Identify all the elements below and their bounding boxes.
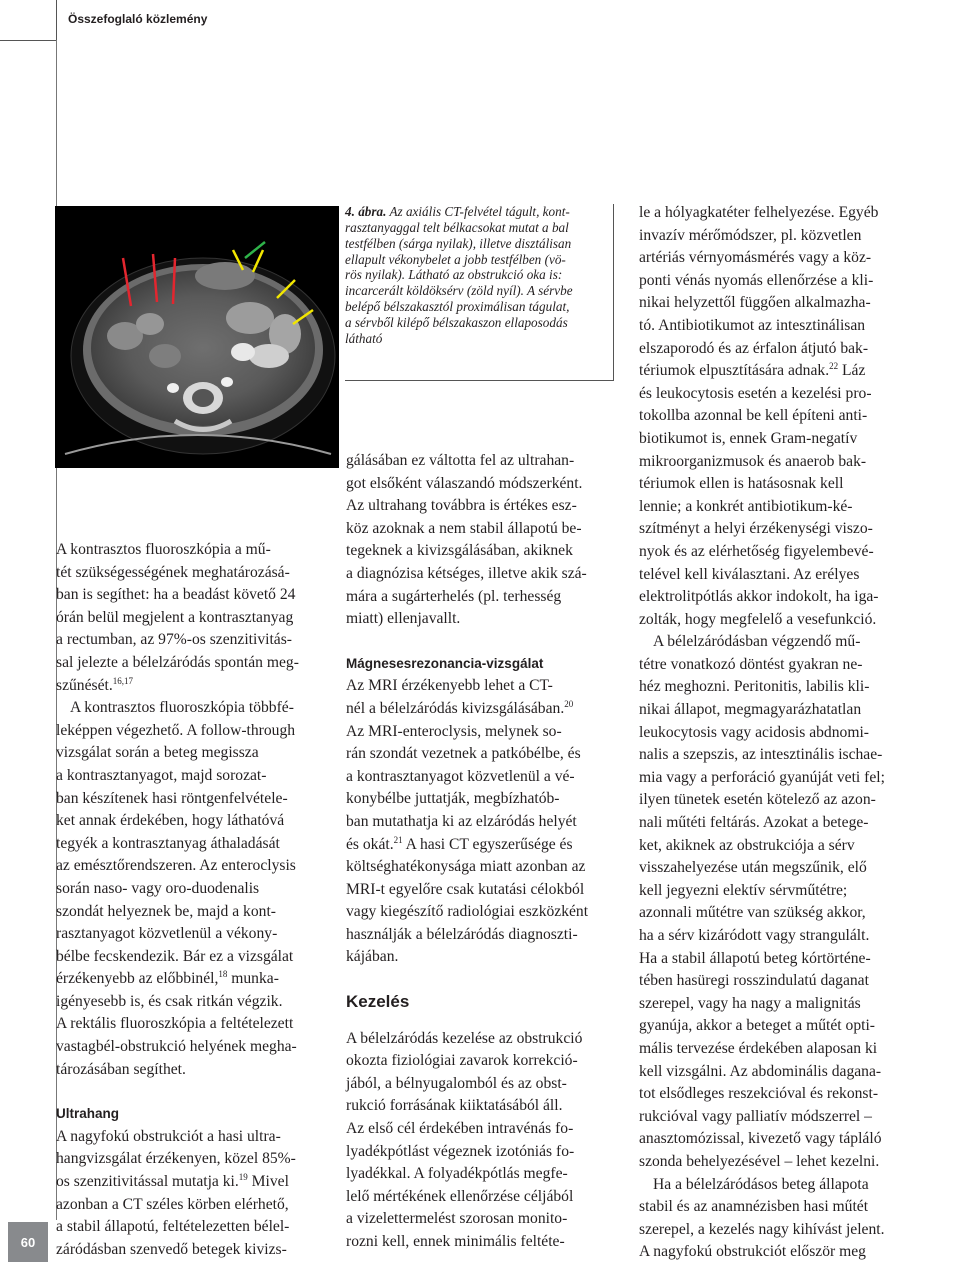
reference-marker: 19 bbox=[238, 1171, 248, 1182]
paragraph: Ha a bélelzáródásos beteg állapota stabil és az anamnézisben hasi műtét szerepel, a kezelés nagy kihívást jelent. A nagyfokú obstrukciót először meg bbox=[639, 1175, 885, 1261]
paragraph: gálásában ez váltotta fel az ultrahan- got elsőként válaszandó módszerként. Az ultrahang továbbra is értékes esz- köz azoknak a nem stabil állapotú be- tegeknek a kivizsgálásában, akiknek a diagnózisa kétséges, illetve akik szá- mára a sugárterhelés (pl. terhesség miatt) ellenjavallt. bbox=[346, 452, 587, 628]
paragraph: le a hólyagkatéter felhelyezése. Egyéb invazív mérőmódszer, pl. közvetlen artériás vérnyomásmérés vagy a köz- ponti vénás nyomás ellenőrzése a kli- nikai helyzettől függően alkalmazha- tó. Antibiotikumot az intesztinálisan elszaporodó és az érfalon átjutó bak- tériumok elpusztítására adnak.$^{22}$ Láz és leukocytosis esetén a kezelési pro- tokollba azonnal be kell építeni anti- biotikumot is, ennek Gram-negatív mikroorganizmusok és anaerob bak- tériumok ellen is hatásosnak kell lennie; a konkrét antibiotikum-ké- szítményt a helyi érzékenységi viszo- nyok és az elérhetőség figyelembevé- telével kell kiválasztani. Az erélyes elektrolitpótlás akkor indokolt, ha iga- zolták, hogy megfelelő a vesefunkció. bbox=[639, 204, 879, 628]
reference-marker: 20 bbox=[564, 698, 574, 709]
right-column bbox=[639, 202, 905, 1264]
middle-column bbox=[346, 450, 612, 1254]
header-corner-frame bbox=[0, 0, 57, 41]
paragraph: A kontrasztos fluoroszkópia a mű- tét szükségességének meghatározásá- ban is segíthet: ha a beadást követő 24 órán belül megjelent a kontrasztanyag a rectumban, az 97%-os szenzitivitás- sal jelezte a bélelzáródás spontán meg- szűnését.$^{16,17}$ bbox=[56, 541, 299, 694]
paragraph: A bélelzáródásban végzendő mű- tétre vonatkozó döntést gyakran ne- héz meghozni. Peritonitis, labilis kli- nikai állapot, megmagyarázhatatlan leukocytosis vagy acidosis abdnomi- nalis a szepszis, az intesztinális ischae- mia vagy a perforáció gyanúját veti fel; ilyen tünetek esetén kötelező az azon- nali műtéti feltárás. Azokat a betege- ket, akiknek az obstrukciója a sérv visszahelyezése után megszűnik, elő kell jegyezni elektív sérvműtétre; azonnali műtétre van szükség akkor, ha a sérv kizáródott vagy strangulált. Ha a stabil állapotú beteg kórtörténe- tében hasüregi rosszindulatú daganat szerepel, vagy ha nagy a malignitás gyanúja, akkor a beteget a műtét opti- mális tervezése érdekében alaposan ki kell vizsgálni. Az abdominális dagana- tot elsődleges reszekcióval és rekonst- rukcióval vagy palliatív módszerrel – anasztomózissal, kivezető vagy tápláló szonda behelyezésével – lehet kezelni. bbox=[639, 633, 885, 1170]
reference-marker: 21 bbox=[393, 834, 403, 845]
paragraph: Az MRI-enteroclysis, melynek so- rán szondát vezetnek a patkóbélbe, és a kontrasztanyagot közvetlenül a vé- konybélbe juttatják, megbízhatób- ban mutathatja ki az elzáródás helyét és okát.$^{21}$ A hasi CT egyszerűsége és költséghatékonysága miatt azonban az MRI-t egyelőre csak kutatási célokból vagy kiegészítő radiológiai eszközként használják a bélelzáródás diagnoszti- kájában. bbox=[346, 722, 589, 966]
heading-ultrahang: Ultrahang bbox=[56, 1106, 120, 1122]
paragraph: Az MRI érzékenyebb lehet a CT- nél a bélelzáródás kivizsgálásában.$^{20}$ bbox=[346, 677, 574, 717]
left-column bbox=[56, 539, 326, 1261]
reference-marker: 16,17 bbox=[112, 675, 133, 686]
figure-caption-box bbox=[345, 204, 614, 381]
heading-mri: Mágnesesrezonancia-vizsgálat bbox=[346, 655, 544, 671]
ct-scan-image bbox=[55, 206, 339, 468]
paragraph: A nagyfokú obstrukciót a hasi ultra- hangvizsgálat érzékenyen, közel 85%- os szenzitivitással mutatja ki.$^{19}$ Mivel azonban a CT széles körben elérhető, a stabil állapotú, feltételezetten bélel- záródásban szenvedő betegek kivizs- bbox=[56, 1127, 296, 1258]
page-number: 60 bbox=[8, 1222, 48, 1262]
figure-caption: 4. ábra. Az axiális CT-felvétel tágult, kont- rasztanyaggal telt bélkacsokat mutat a bal testfélben (sárga nyilak), illetve disztálisan ellapult vékonybelet a jobb testfélben (vö- rös nyilak). Látható az obstrukció oka is: incarcerált köldöksérv (zöld nyíl). A sérvbe belépő bélszakasztól proximálisan tágulat, a sérvből kilépő bélszakaszon ellaposodás látható bbox=[345, 204, 573, 346]
reference-marker: 18 bbox=[218, 969, 228, 980]
reference-marker: 22 bbox=[829, 360, 839, 371]
section-label: Összefoglaló közlemény bbox=[68, 12, 208, 26]
heading-kezeles: Kezelés bbox=[346, 992, 410, 1012]
figure-label: 4. ábra. bbox=[345, 204, 387, 219]
paragraph: A bélelzáródás kezelése az obstrukció okozta fiziológiai zavarok korrekció- jából, a bélnyugalomból és az obst- rukció forrásának kiiktatásából áll. Az első cél érdekében intravénás fo- lyadékpótlást végeznek izotóniás fo- lyadékkal. A folyadékpótlás megfe- lelő mértékének ellenőrzése céljából a vizelettermelést szorosan monito- rozni kell, ennek minimális feltéte- bbox=[346, 1029, 583, 1250]
paragraph: A kontrasztos fluoroszkópia többfé- leképpen végezhető. A follow-through vizsgálat során a beteg megissza a kontrasztanyagot, majd sorozat- ban készítenek hasi röntgenfelvétele- ket annak érdekében, hogy láthatóvá tegyék a kontrasztanyag áthaladását az emésztőrendszeren. Az enteroclysis során naso- vagy oro-duodenalis szondát helyeznek be, majd a kont- rasztanyagot közvetlenül a vékony- bélbe fecskendezik. Bár ez a vizsgálat érzékenyebb az előbbinél,$^{18}$ munka- igényesebb is, és csak ritkán végzik. A rektális fluoroszkópia a feltételezett vastagbél-obstrukció helyének megha- tározásában segíthet. bbox=[56, 699, 297, 1078]
